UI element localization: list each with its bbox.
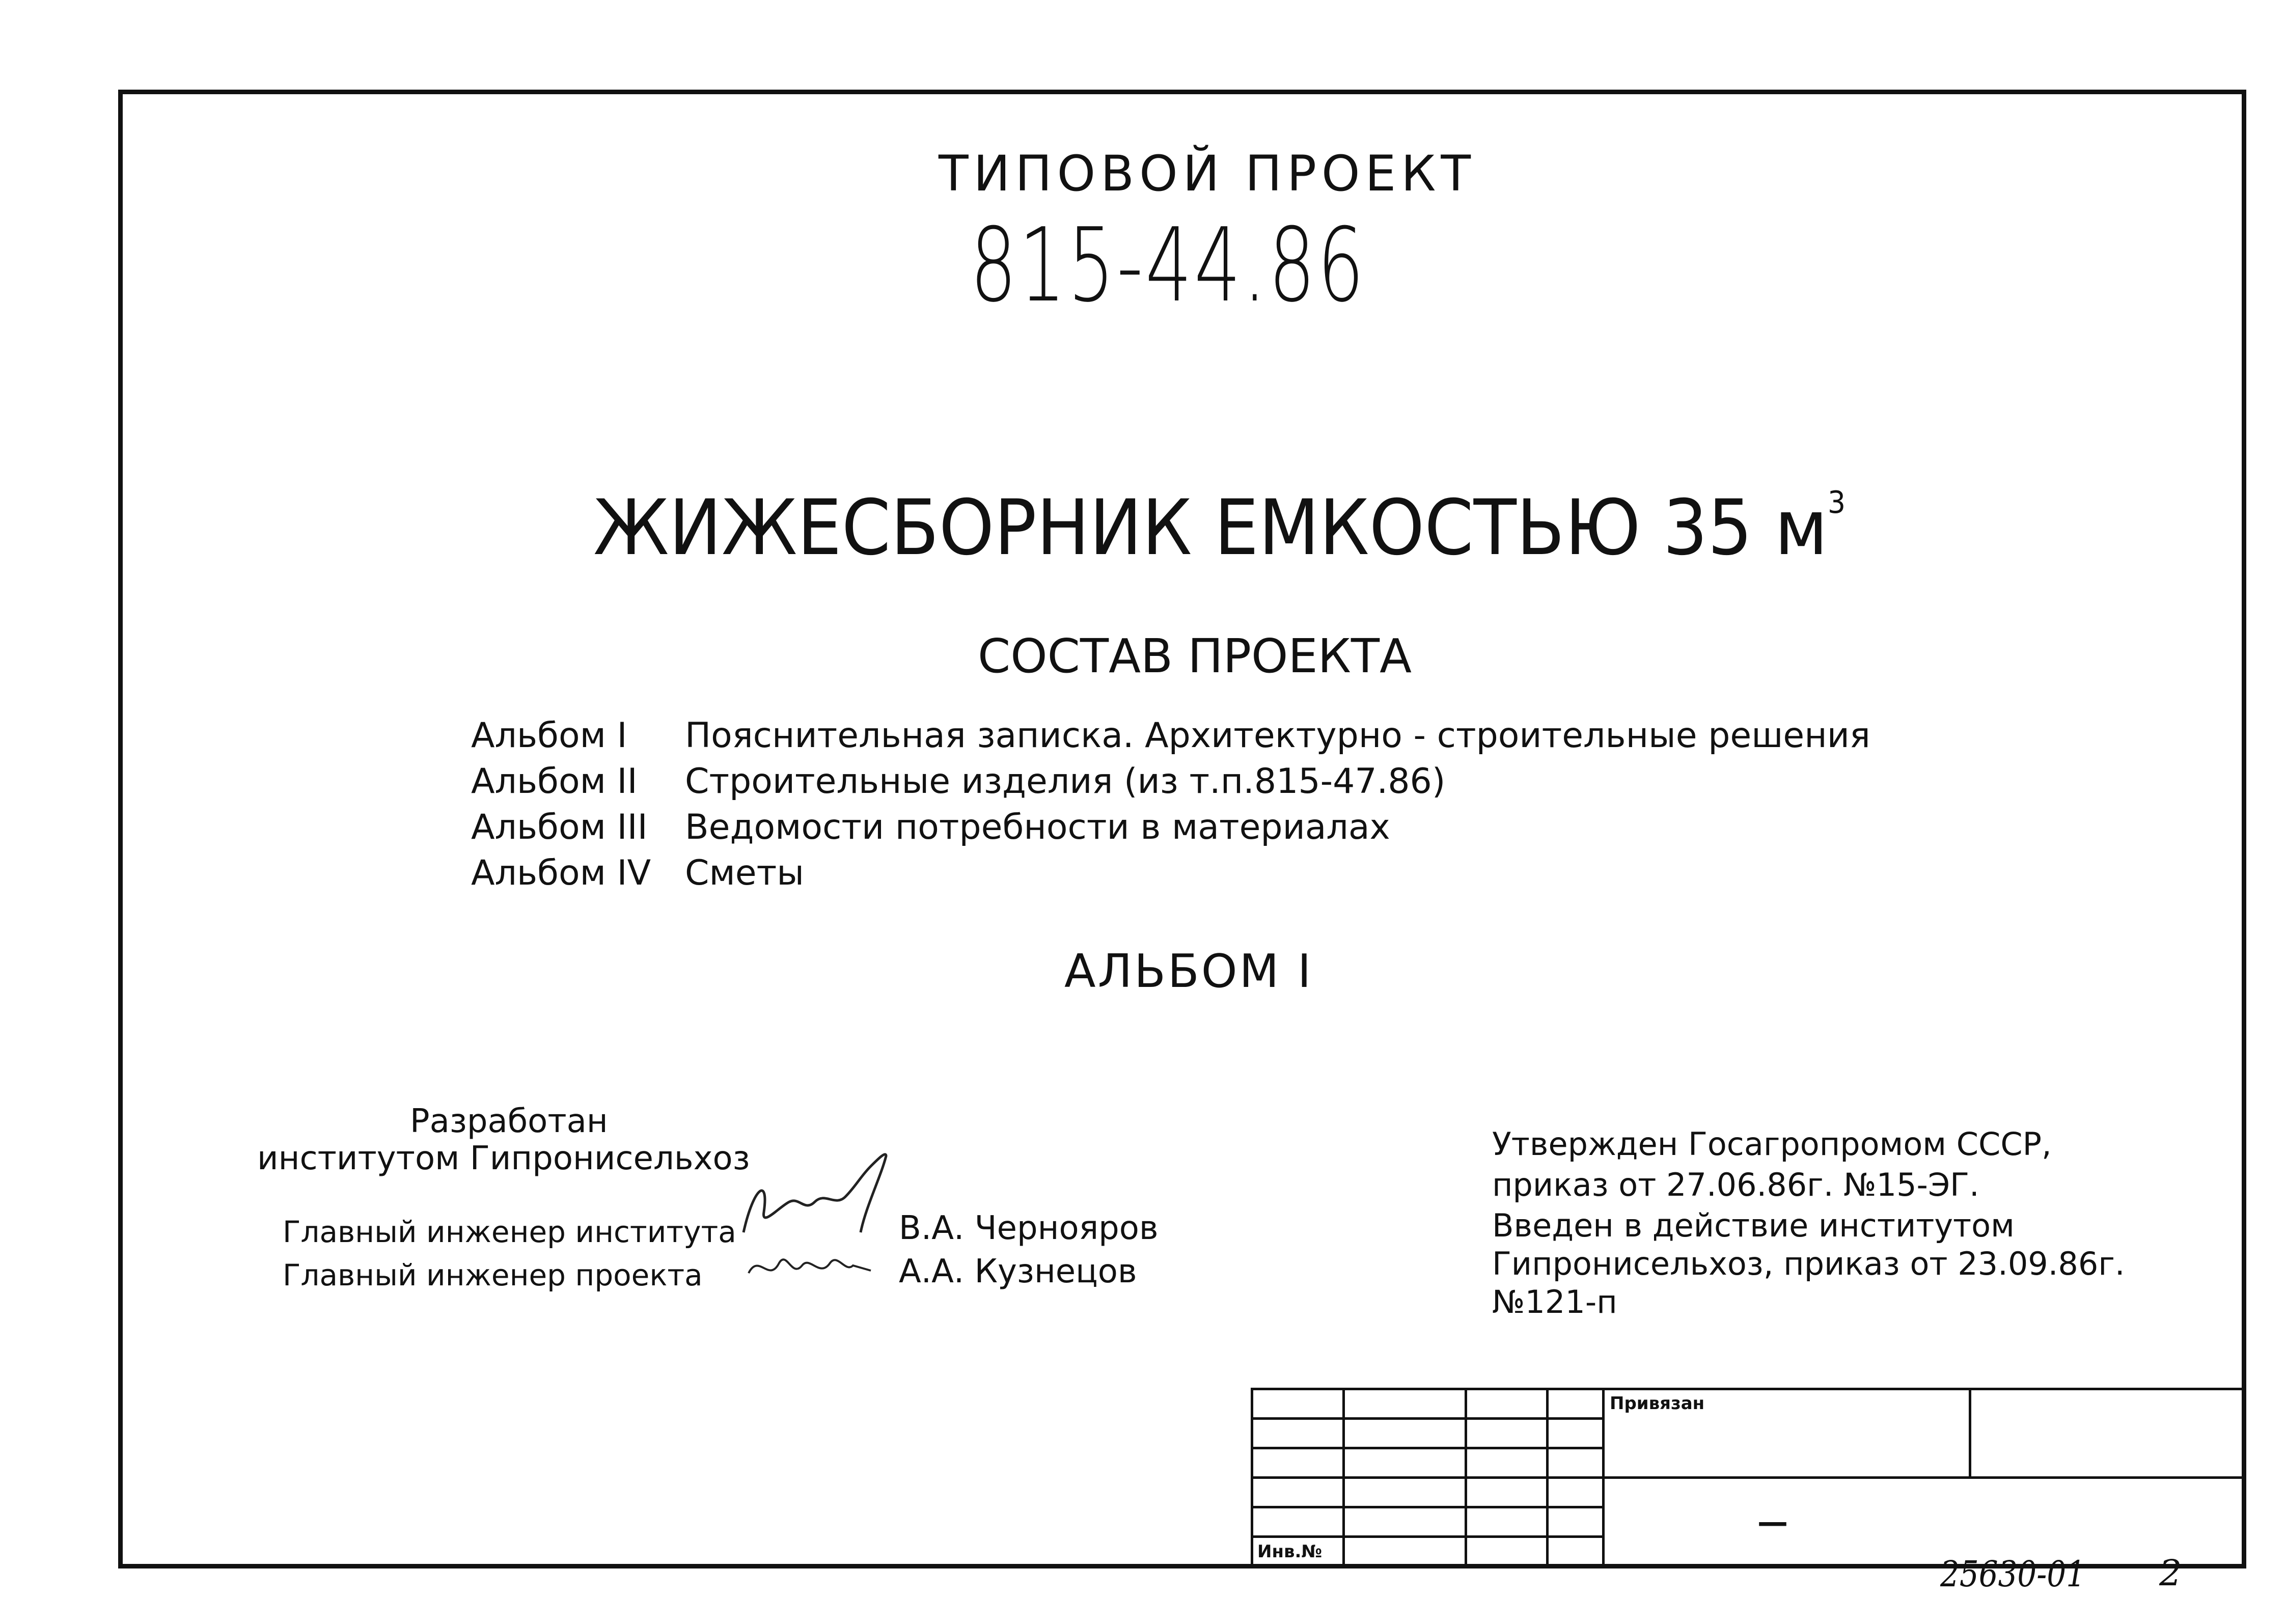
- approval-line: Введен в действие институтом: [1492, 1207, 2015, 1244]
- album-name: Альбом III: [471, 807, 648, 847]
- album-name: Альбом II: [471, 761, 638, 802]
- main-title-superscript: 3: [1828, 485, 1846, 520]
- album-row: [471, 715, 1870, 756]
- project-engineer-signature: [743, 1243, 881, 1299]
- album-description: Строительные изделия (из т.п.815-47.86): [685, 761, 1446, 802]
- developer-label: Разработан: [410, 1103, 608, 1140]
- chief-engineer-name: В.А. Чернояров: [899, 1209, 1159, 1247]
- title-block-stamp: [1251, 1388, 2246, 1567]
- chief-engineer-role: Главный инженер института: [283, 1215, 736, 1249]
- main-title-text: ЖИЖЕСБОРНИК ЕМКОСТЬЮ 35 м: [593, 484, 1828, 572]
- album-description: Ведомости потребности в материалах: [685, 807, 1390, 847]
- developer-institute: институтом Гипронисельхоз: [257, 1140, 750, 1177]
- stamp-inv-label: Инв.№: [1257, 1541, 1323, 1562]
- page-number: 2: [2159, 1552, 2182, 1594]
- album-description: Пояснительная записка. Архитектурно - строительные решения: [685, 715, 1870, 756]
- stamp-bound-label: Привязан: [1610, 1393, 1705, 1414]
- reference-number: 25630-01: [1940, 1553, 2086, 1595]
- album-name: Альбом IV: [471, 853, 651, 893]
- approval-line: Гипронисельхоз, приказ от 23.09.86г.: [1492, 1245, 2125, 1282]
- document-type: ТИПОВОЙ ПРОЕКТ: [939, 145, 1476, 202]
- project-engineer-name: А.А. Кузнецов: [899, 1253, 1137, 1290]
- album-description: Сметы: [685, 853, 804, 893]
- composition-heading: СОСТАВ ПРОЕКТА: [978, 629, 1412, 683]
- stamp-dash: —: [1757, 1504, 1788, 1540]
- approval-line: приказ от 27.06.86г. №15-ЭГ.: [1492, 1166, 1979, 1203]
- album-row: [471, 807, 1390, 847]
- album-row: [471, 761, 1445, 802]
- album-heading: АЛЬБОМ I: [1064, 945, 1313, 998]
- album-row: [471, 853, 804, 893]
- main-title: [593, 484, 1846, 572]
- document-number: 815-44.86: [970, 206, 1366, 325]
- approval-line: №121-п: [1492, 1283, 1617, 1320]
- album-name: Альбом I: [471, 715, 627, 756]
- approval-line: Утвержден Госагропромом СССР,: [1492, 1125, 2052, 1163]
- project-engineer-role: Главный инженер проекта: [283, 1258, 703, 1292]
- chief-engineer-signature: [733, 1146, 906, 1248]
